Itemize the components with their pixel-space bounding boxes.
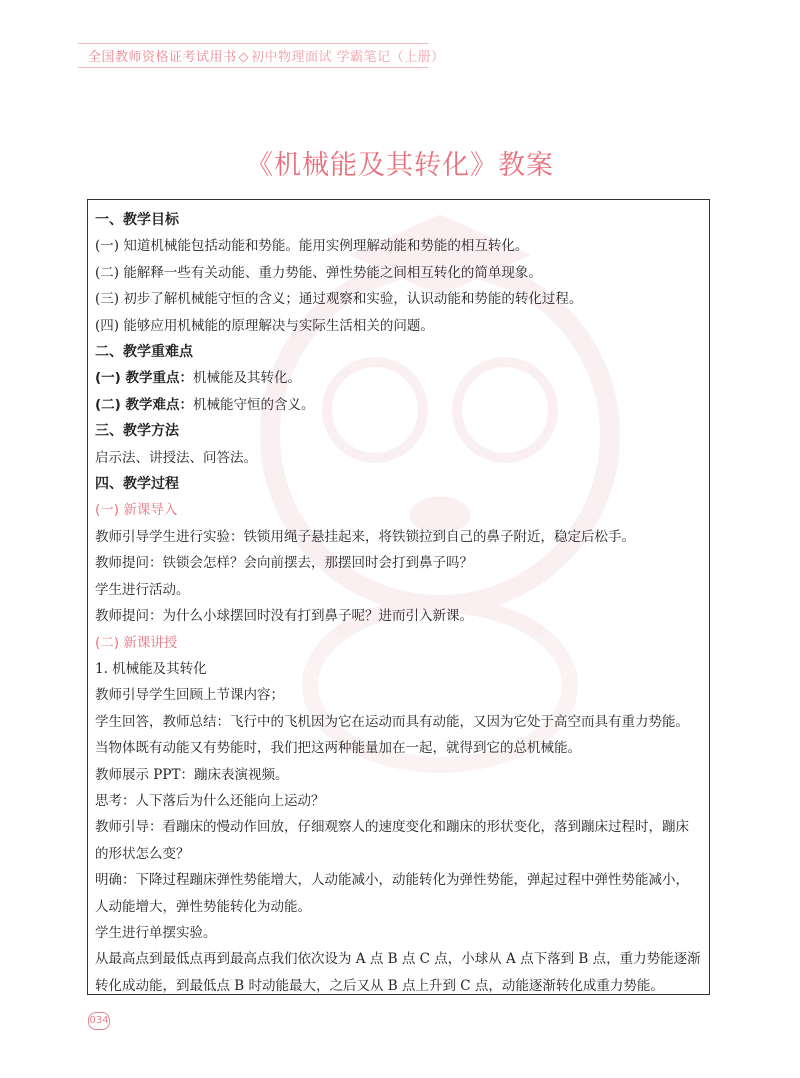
section-heading-goals: 一、教学目标: [95, 212, 179, 228]
page-title: 《机械能及其转化》教案: [246, 150, 554, 181]
process-line: 教师引导学生进行实验：铁锁用绳子悬挂起来，将铁锁拉到自己的鼻子附近，稳定后松手。: [95, 528, 635, 545]
header-rule-bottom: [78, 67, 428, 68]
process-line: 学生进行单摆实验。: [95, 924, 217, 941]
process-line: 转化成动能，到最低点 B 时动能最大，之后又从 B 点上升到 C 点，动能逐渐转化成重力势能。: [95, 977, 664, 994]
header-text: [88, 46, 445, 65]
process-line: 思考：人下落后为什么还能向上运动？: [95, 792, 325, 809]
goal-item: (四) 能够应用机械能的原理解决与实际生活相关的问题。: [95, 317, 434, 334]
subsection-intro: (一) 新课导入: [95, 502, 178, 519]
process-line: 当物体既有动能又有势能时，我们把这两种能量加在一起，就得到它的总机械能。: [95, 740, 581, 757]
process-line: 1. 机械能及其转化: [95, 660, 207, 677]
goal-item: (三) 初步了解机械能守恒的含义；通过观察和实验，认识动能和势能的转化过程。: [95, 291, 583, 308]
process-line: 学生回答，教师总结：飞行中的飞机因为它在运动而具有动能，又因为它处于高空而具有重力势能。: [95, 713, 689, 730]
process-line: 人动能增大，弹性势能转化为动能。: [95, 898, 311, 915]
key-point-label: (一) 教学重点：: [95, 370, 194, 387]
lesson-content: [95, 207, 705, 999]
section-heading-keypoints: 二、教学重难点: [95, 344, 193, 361]
process-line: 从最高点到最低点再到最高点我们依次设为 A 点 B 点 C 点，小球从 A 点下落到 B 点，重力势能逐渐: [95, 951, 701, 968]
process-line: 学生进行活动。: [95, 581, 190, 598]
header-subtitle: 初中物理面试 学霸笔记（上册）: [251, 50, 445, 65]
goal-item: (一) 知道机械能包括动能和势能。能用实例理解动能和势能的相互转化。: [95, 238, 529, 255]
goal-item: (二) 能解释一些有关动能、重力势能、弹性势能之间相互转化的简单现象。: [95, 264, 542, 281]
process-line: 教师展示 PPT：蹦床表演视频。: [95, 766, 289, 783]
subsection-teaching: (二) 新课讲授: [95, 634, 178, 651]
running-header: [0, 40, 800, 70]
difficult-point-text: 机械能守恒的含义。: [193, 396, 315, 413]
key-point-text: 机械能及其转化。: [193, 370, 302, 387]
difficult-point-label: (二) 教学难点：: [95, 396, 194, 413]
process-line: 教师引导：看蹦床的慢动作回放，仔细观察人的速度变化和蹦床的形状变化，落到蹦床过程时，蹦床: [95, 819, 689, 836]
process-line: 明确：下降过程蹦床弹性势能增大，人动能减小，动能转化为弹性势能，弹起过程中弹性势能减小，: [95, 872, 689, 889]
key-point: [95, 365, 705, 391]
header-rule-top: [78, 43, 428, 44]
header-separator: ◇: [238, 50, 250, 65]
section-heading-methods: 三、教学方法: [95, 423, 179, 440]
section-heading-process: 四、教学过程: [95, 476, 179, 493]
header-series: 全国教师资格证考试用书: [88, 50, 237, 65]
process-line: 教师引导学生回顾上节课内容；: [95, 687, 284, 704]
process-line: 的形状怎么变？: [95, 845, 190, 862]
methods-text: 启示法、讲授法、问答法。: [95, 449, 257, 466]
difficult-point: [95, 392, 705, 418]
process-line: 教师提问：铁锁会怎样？会向前摆去，那摆回时会打到鼻子吗？: [95, 555, 473, 572]
process-line: 教师提问：为什么小球摆回时没有打到鼻子呢？进而引入新课。: [95, 608, 473, 625]
page-number: 034: [88, 1012, 110, 1030]
